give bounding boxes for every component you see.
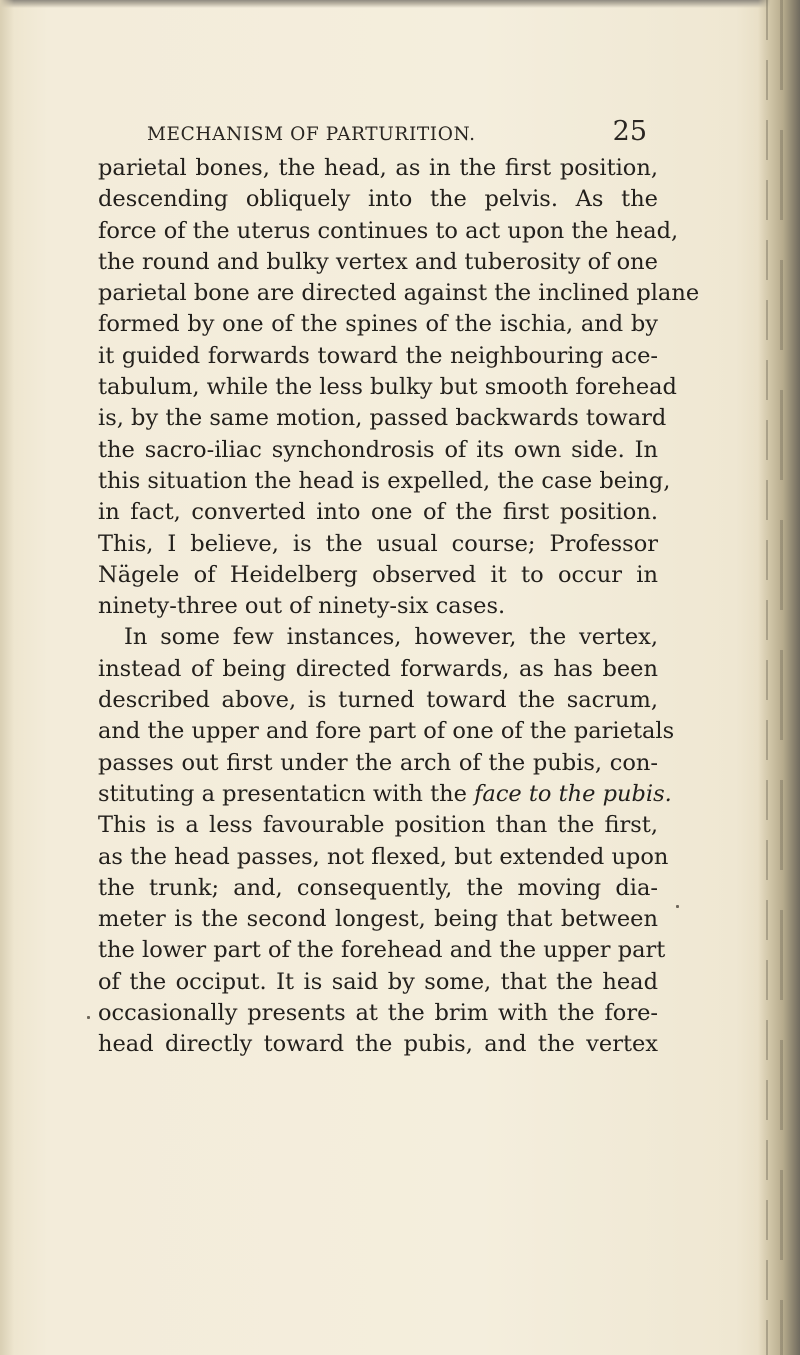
page-left-edge	[0, 0, 14, 1355]
text-line: descending obliquely into the pelvis. As the	[98, 186, 658, 213]
page-number: 25	[612, 116, 647, 147]
margin-speck	[87, 1016, 90, 1019]
text-line: ninety-three out of ninety-six cases.	[98, 593, 506, 620]
text-line: meter is the second longest, being that between	[98, 906, 658, 933]
text-line: head directly toward the pubis, and the vertex	[98, 1031, 658, 1058]
text-line: described above, is turned toward the sacrum,	[98, 687, 658, 714]
text-line: the trunk; and, consequently, the moving dia-	[98, 874, 658, 901]
text-line: In some few instances, however, the vertex,	[124, 624, 658, 651]
text-line: is, by the same motion, passed backwards toward	[98, 405, 667, 432]
text-line: parietal bone are directed against the inclined plane	[98, 280, 700, 307]
text-line: in fact, converted into one of the first position.	[98, 499, 658, 526]
running-title: MECHANISM OF PARTURITION.	[147, 124, 476, 145]
text-line: occasionally presents at the brim with the fore-	[98, 1000, 658, 1027]
text-line: the lower part of the forehead and the upper part	[98, 937, 666, 964]
margin-speck	[676, 905, 679, 908]
text-line: force of the uterus continues to act upon the head,	[98, 217, 679, 244]
text-line: passes out first under the arch of the pubis, con-	[98, 749, 658, 776]
text-line: this situation the head is expelled, the case being,	[98, 467, 671, 494]
text-line: the sacro-iliac synchondrosis of its own side. In	[98, 436, 658, 463]
text-line: and the upper and fore part of one of the parietals	[98, 718, 675, 745]
text-line: of the occiput. It is said by some, that the head	[98, 968, 658, 995]
text-line: the round and bulky vertex and tuberosity of one	[98, 248, 658, 275]
text-line: Nägele of Heidelberg observed it to occur in	[98, 561, 658, 588]
text-line: as the head passes, not flexed, but extended upon	[98, 843, 669, 870]
text-line: parietal bones, the head, as in the first position,	[98, 155, 658, 181]
running-head	[147, 116, 647, 150]
body-text	[98, 153, 700, 1061]
text-line: formed by one of the spines of the ischia, and by	[98, 311, 658, 338]
page-right-edge-binding	[758, 0, 800, 1355]
italic-phrase: face to the pubis.	[474, 780, 672, 807]
text-line: tabulum, while the less bulky but smooth forehead	[98, 374, 677, 401]
text-line: stituting a presentaticn with the face to the pubis.	[98, 780, 672, 807]
text-line: it guided forwards toward the neighbouring ace-	[98, 342, 658, 369]
text-line: instead of being directed forwards, as has been	[98, 655, 658, 682]
text-line: This, I believe, is the usual course; Professor	[98, 530, 658, 557]
text-line: This is a less favourable position than the first,	[98, 812, 658, 839]
page-top-shadow	[0, 0, 800, 8]
